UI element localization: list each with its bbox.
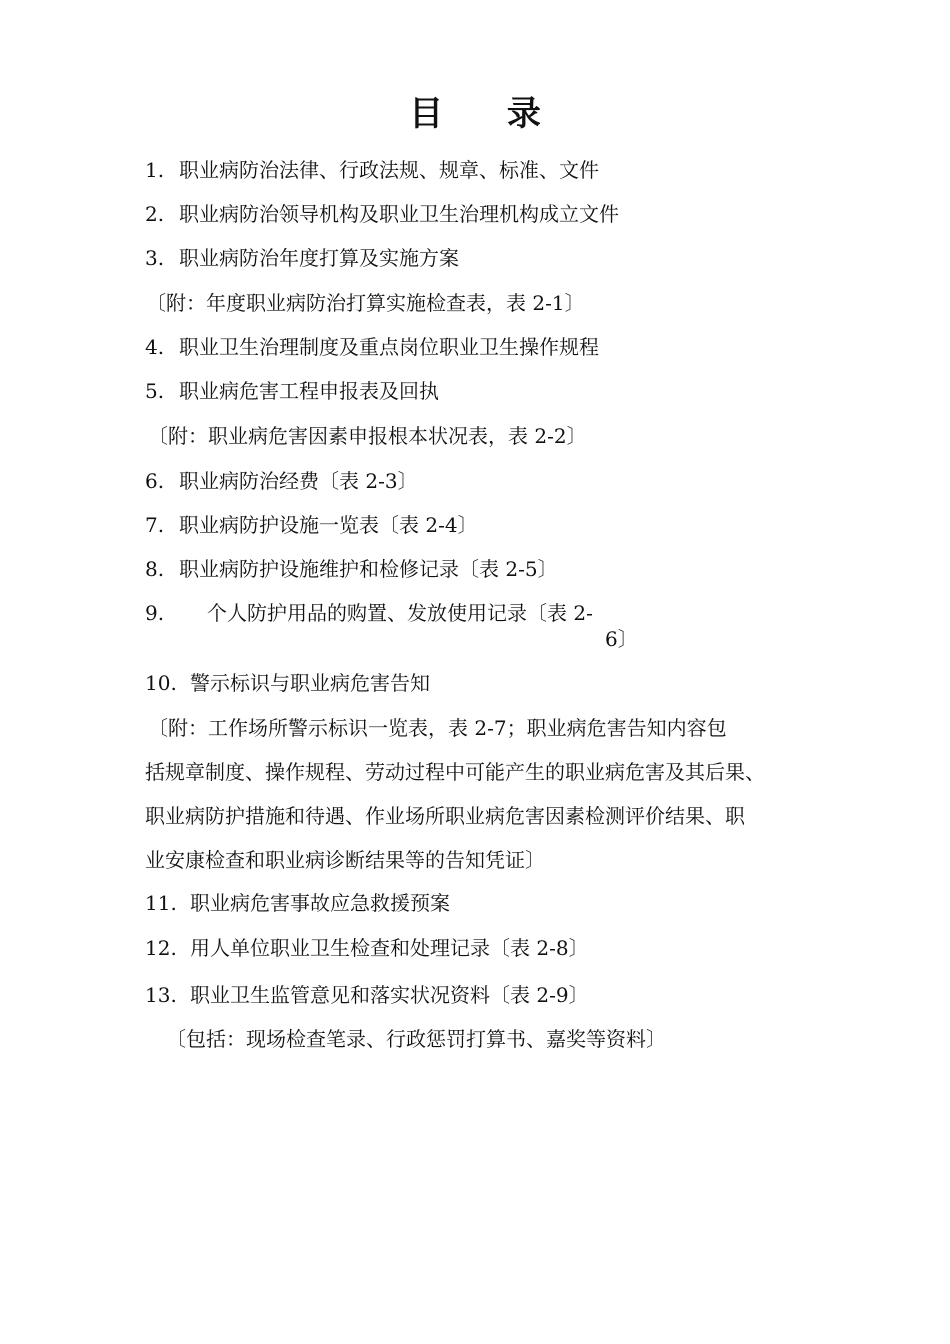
toc-item-text: 个人防护用品的购置、发放使用记录〔表 2- [207,601,593,625]
toc-item-text: 用人单位职业卫生检查和处理记录〔表 2-8〕 [190,936,589,960]
toc-item-11 [145,890,450,916]
toc-item-5 [145,378,439,404]
toc-item-2 [145,201,619,227]
toc-note-13: 〔包括：现场检查笔录、行政惩罚打算书、嘉奖等资料〕 [166,1027,666,1051]
toc-item-number: 7. [145,513,165,537]
toc-note-3: 〔附：年度职业病防治打算实施检查表，表 2-1〕 [146,291,585,315]
toc-item-text: 职业卫生治理制度及重点岗位职业卫生操作规程 [179,335,599,359]
toc-item-number: 5. [145,379,165,403]
toc-item-number: 11. [145,891,177,915]
toc-item-4 [145,334,599,360]
toc-item-10 [145,670,430,696]
toc-item-text: 职业病危害事故应急救援预案 [190,891,450,915]
toc-item-text: 职业病防治年度打算及实施方案 [179,246,459,270]
toc-item-number: 9. [145,601,165,625]
toc-item-13 [145,982,589,1008]
toc-item-number: 8. [145,557,165,581]
toc-item-1 [145,157,599,183]
toc-item-text: 职业病防护设施一览表〔表 2-4〕 [179,513,478,537]
toc-note-5: 〔附：职业病危害因素申报根本状况表，表 2-2〕 [148,424,587,448]
toc-item-text: 职业病防治经费〔表 2-3〕 [179,469,418,493]
toc-item-number: 10. [145,671,177,695]
toc-item-text: 职业病防治法律、行政法规、规章、标准、文件 [179,158,599,182]
toc-note-10 [145,706,805,882]
toc-item-9-continuation: 6〕 [605,627,638,651]
toc-item-6 [145,468,418,494]
toc-item-3 [145,245,459,271]
toc-item-number: 3. [145,246,165,270]
toc-item-number: 2. [145,202,165,226]
toc-item-text: 职业病危害工程申报表及回执 [179,379,439,403]
toc-item-number: 13. [145,983,177,1007]
toc-item-number: 1. [145,158,165,182]
toc-item-7 [145,512,478,538]
toc-item-number: 4. [145,335,165,359]
toc-item-text: 警示标识与职业病危害告知 [190,671,430,695]
toc-note-line: 括规章制度、操作规程、劳动过程中可能产生的职业病危害及其后果、 [145,760,765,784]
toc-item-text: 职业卫生监管意见和落实状况资料〔表 2-9〕 [190,983,589,1007]
toc-item-number: 6. [145,469,165,493]
toc-item-12 [145,935,589,961]
toc-note-line: 〔附：工作场所警示标识一览表，表 2-7；职业病危害告知内容包 [148,716,727,740]
toc-item-text: 职业病防治领导机构及职业卫生治理机构成立文件 [179,202,619,226]
page-title: 目 录 [409,94,567,134]
toc-item-8 [145,556,558,582]
toc-item-number: 12. [145,936,177,960]
toc-note-line: 业安康检查和职业病诊断结果等的告知凭证〕 [145,848,545,872]
toc-item-text: 职业病防护设施维护和检修记录〔表 2-5〕 [179,557,558,581]
toc-item-9 [145,600,593,626]
toc-note-line: 职业病防护措施和待遇、作业场所职业病危害因素检测评价结果、职 [145,804,745,828]
